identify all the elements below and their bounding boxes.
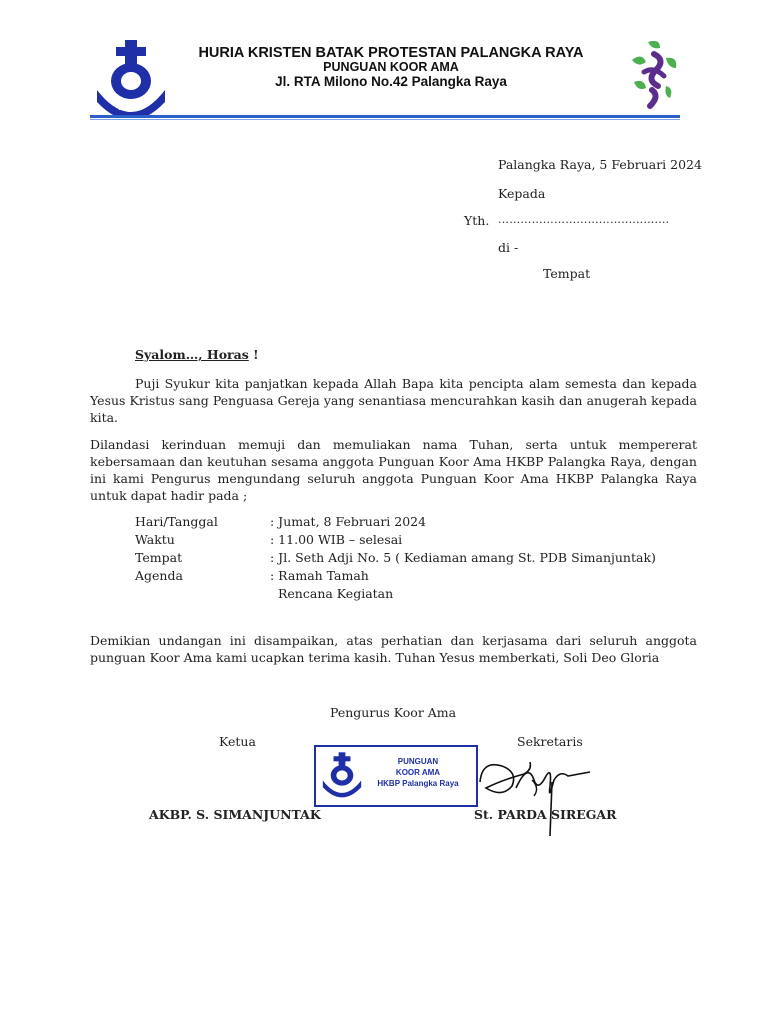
choir-emblem xyxy=(626,38,682,112)
header-rule xyxy=(90,115,680,118)
sekretaris-label: Sekretaris xyxy=(517,734,583,749)
yth-label: Yth. xyxy=(464,213,490,228)
detail-label: Hari/Tanggal xyxy=(135,514,218,529)
secretary-signature xyxy=(472,752,596,838)
detail-row xyxy=(135,532,175,547)
sekretaris-name: St. PARDA SIREGAR xyxy=(474,807,617,822)
ketua-label: Ketua xyxy=(219,734,256,749)
detail-label: Tempat xyxy=(135,550,183,565)
paragraph-invitation: Dilandasi kerinduan memuji dan memuliakan nama Tuhan, serta untuk mempererat kebersamaan dan keutuhan sesama anggota Punguan Koor Ama HKBP Palangka Raya, dengan ini kami Pengurus mengundang seluruh anggota Punguan Koor Ama HKBP Palangka Raya untuk dapat hadir pada ; xyxy=(90,437,697,503)
hkbp-logo xyxy=(92,38,170,116)
choir-stamp xyxy=(314,745,478,807)
detail-row xyxy=(135,514,218,529)
greeting xyxy=(135,347,259,362)
church-name: HURIA KRISTEN BATAK PROTESTAN PALANGKA RAYA xyxy=(198,45,584,61)
logo-text: HKBP xyxy=(118,102,144,112)
stamp-line1: PUNGUAN xyxy=(397,757,439,766)
paragraph-closing: Demikian undangan ini disampaikan, atas perhatian dan kerjasama dari seluruh anggota punguan Koor Ama kami ucapkan terima kasih. Tuhan Yesus memberkati, Soli Deo Gloria xyxy=(90,633,697,665)
di-label: di - xyxy=(498,240,519,255)
place-date: Palangka Raya, 5 Februari 2024 xyxy=(498,157,702,172)
detail-label: Agenda xyxy=(135,568,183,583)
detail-value: : Jl. Seth Adji No. 5 ( Kediaman amang St. PDB Simanjuntak) xyxy=(270,550,656,565)
stamp-line2: KOOR AMA xyxy=(395,768,441,777)
detail-value: Rencana Kegiatan xyxy=(278,586,394,601)
kepada-label: Kepada xyxy=(498,186,546,201)
detail-value: : Ramah Tamah xyxy=(270,568,369,583)
greeting-suffix: ! xyxy=(248,347,259,362)
greeting-main: Syalom…, Horas xyxy=(135,347,249,362)
pengurus-label: Pengurus Koor Ama xyxy=(330,705,457,720)
church-address: Jl. RTA Milono No.42 Palangka Raya xyxy=(275,74,507,89)
detail-value: : 11.00 WIB – selesai xyxy=(270,532,403,547)
detail-row xyxy=(135,550,182,565)
choir-name: PUNGUAN KOOR AMA xyxy=(323,60,459,74)
detail-label: Waktu xyxy=(135,532,175,547)
stamp-line3: HKBP Palangka Raya xyxy=(377,779,459,788)
recipient-blank: ……………………………............. xyxy=(498,213,670,226)
detail-row xyxy=(135,568,183,583)
header-rule-thin xyxy=(90,119,680,120)
stamp-logo xyxy=(320,751,364,801)
ketua-name: AKBP. S. SIMANJUNTAK xyxy=(149,807,321,822)
detail-value: : Jumat, 8 Februari 2024 xyxy=(270,514,427,529)
paragraph-opening: Puji Syukur kita panjatkan kepada Allah Bapa kita pencipta alam semesta dan kepada Yesus Kristus sang Penguasa Gereja yang senantiasa mencurahkan kasih dan anugerah kepada kita. xyxy=(90,376,697,425)
tempat-label: Tempat xyxy=(543,266,591,281)
